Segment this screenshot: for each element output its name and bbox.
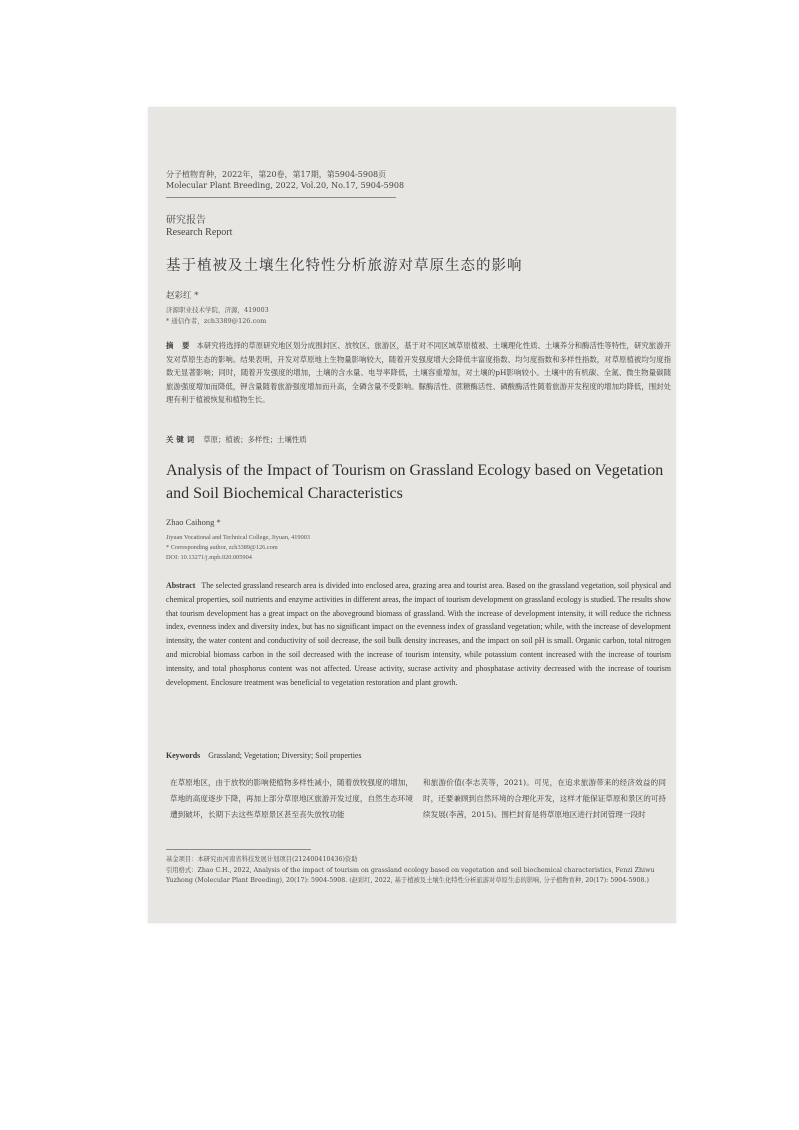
body-column-left: 在草原地区，由于放牧的影响使植物多样性减小，随着放牧强度的增加，草地的高度逐步下降，再加上部分草原地区旅游开发过度，自然生态环境遭到破坏，长期下去这些草原景区甚至丧失放牧功能: [170, 778, 413, 819]
abstract-en-text: The selected grassland research area is divided into enclosed area, grazing area and tourist area. Based on the grassland vegetation, soil physical and chemical properties, soil nutrients and enzyme activities in different areas, the impact of tourism development on grassland ecology is studied. The results show that tourism development has a great impact on the aboveground biomass of grassland. With the increase of development intensity, it will reduce the richness index, evenness index and diversity index, but has no significant impact on the evenness index of grassland vegetation; while, with the increase of development intensity, the water content and conductivity of soil decrease, the soil bulk density increases, and the impact on soil pH is small. Organic carbon, total nitrogen and microbial biomass carbon in the soil decreased with the increase of tourism intensity, while potassium content increased with the increase of tourism intensity, and total phosphorus content was not affected. Urease activity, sucrase activity and phosphatase activity decreased with the increase of tourism development. Enclosure treatment was beneficial to vegetation restoration and plant growth.: [166, 581, 671, 687]
abstract-cn-label: 摘 要: [166, 341, 193, 350]
footnote-citation: 引用格式：Zhao C.H., 2022, Analysis of the impact of tourism on grassland ecology based on vegetation and soil biochemical characteristics, Fenzi Zhiwu Yuzhong (Molecular Plant Breeding), 20(17): 5904-5908. (赵彩红, 2022, 基于植被及土壤生化特性分析旅游对草原生态的影响, 分子植物育种, 20(17): 5904-5908.): [166, 866, 655, 884]
keywords-cn-text: 草原；植被；多样性；土壤性质: [203, 435, 307, 444]
journal-header: [166, 169, 404, 191]
abstract-cn-text: 本研究将选择的草原研究地区划分成围封区、放牧区、旅游区，基于对不同区域草原植被、土壤理化性质、土壤养分和酶活性等特性，研究旅游开发对草原生态的影响。结果表明，开发对草原地上生物量影响较大，随着开发强度增大会降低丰富度指数、均匀度指数和多样性指数，对草原植被均匀度指数无显著影响；同时，随着开发强度的增加，土壤的含水量、电导率降低，土壤容重增加，对土壤的pH影响较小。土壤中的有机碳、全氮、微生物量碳随旅游强度增加而降低，钾含量随着旅游强度增加而升高，全磷含量不受影响。脲酶活性、蔗糖酶活性、磷酸酶活性随着旅游开发程度的增加均降低，围封处理有利于植被恢复和植物生长。: [166, 341, 671, 405]
author-cn: 赵彩红 *: [166, 291, 199, 301]
body-column-right: 和旅游价值(李志芙等，2021)。可见，在追求旅游带来的经济效益的同时，还要兼顾到自然环境的合理化开发，这样才能保证草原和景区的可持续发展(李茜，2015)。围栏封育是将草原地区进行封闭管理一段时: [423, 778, 666, 819]
footnote-fund: 基金项目：本研究由河南省科技发展计划项目(212400410436)资助: [166, 856, 358, 863]
paper-page: [148, 107, 676, 923]
journal-header-en: Molecular Plant Breeding, 2022, Vol.20, No.17, 5904-5908: [166, 181, 405, 190]
footnote: [166, 855, 671, 887]
keywords-en-text: Grassland; Vegetation; Diversity; Soil properties: [208, 751, 362, 760]
author-en: Zhao Caihong *: [166, 517, 221, 527]
title-cn: 基于植被及土壤生化特性分析旅游对草原生态的影响: [166, 258, 523, 274]
affiliation-cn-block: [166, 305, 269, 327]
header-divider: [166, 197, 396, 198]
keywords-en: [166, 751, 361, 760]
keywords-en-label: Keywords: [166, 751, 201, 760]
section-label-en: Research Report: [166, 227, 233, 238]
abstract-en: [166, 579, 671, 689]
section-label-cn: 研究报告: [166, 215, 206, 226]
corresponding-en: * Corresponding author, zch3389@126.com: [166, 544, 278, 551]
doi: DOI: 10.13271/j.mpb.020.005904: [166, 554, 252, 561]
abstract-en-label: Abstract: [166, 581, 196, 590]
abstract-cn: [166, 339, 671, 407]
journal-header-cn: 分子植物育种，2022年，第20卷，第17期，第5904-5908页: [166, 170, 387, 179]
keywords-cn-label: 关键词: [166, 435, 198, 444]
corresponding-cn: * 通信作者，zch3389@126.com: [166, 317, 267, 325]
affiliation-cn: 济源职业技术学院，济源，419003: [166, 306, 269, 314]
keywords-cn: [166, 434, 307, 445]
affiliation-en-block: [166, 533, 310, 563]
footnote-divider: [166, 849, 311, 850]
affiliation-en: Jiyuan Vocational and Technical College, Jiyuan, 419003: [166, 534, 311, 541]
title-en: Analysis of the Impact of Tourism on Grassland Ecology based on Vegetation and Soil Biochemical Characteristics: [166, 462, 664, 502]
